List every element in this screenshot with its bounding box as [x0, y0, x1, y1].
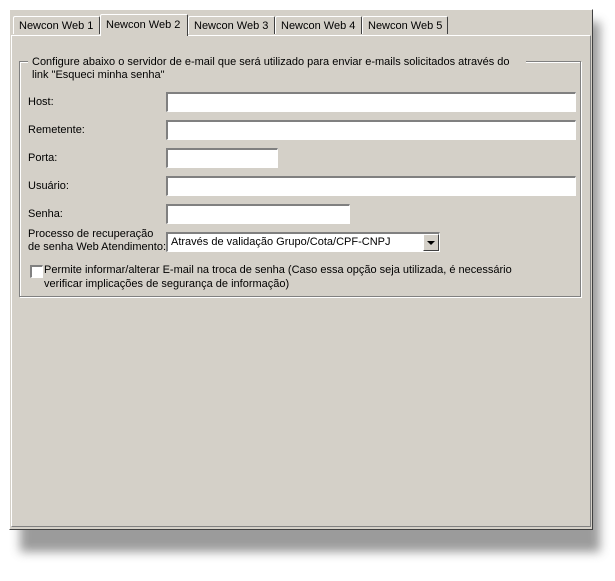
permite-checkbox[interactable]: [30, 265, 43, 278]
group-description: Configure abaixo o servidor de e-mail que será utilizado para enviar e-mails solicitados através do link "Esqueci minha senha": [28, 56, 526, 82]
senha-label: Senha:: [28, 208, 63, 220]
porta-input[interactable]: [166, 148, 278, 168]
processo-select[interactable]: [166, 232, 440, 252]
chevron-down-icon[interactable]: [423, 234, 439, 251]
email-config-group: [19, 56, 581, 297]
processo-selected-value: Através de validação Grupo/Cota/CPF-CNPJ: [171, 236, 391, 248]
tab-newcon-web-3[interactable]: Newcon Web 3: [188, 16, 275, 34]
host-label: Host:: [28, 96, 54, 108]
processo-label-line2: de senha Web Atendimento:: [28, 241, 167, 253]
senha-input[interactable]: [166, 204, 350, 224]
tab-newcon-web-2[interactable]: Newcon Web 2: [100, 14, 188, 36]
tab-newcon-web-1[interactable]: Newcon Web 1: [13, 16, 100, 34]
remetente-input[interactable]: [166, 120, 576, 140]
permite-label-line2: verificar implicações de segurança de informação): [44, 278, 290, 290]
processo-label-line1: Processo de recuperação: [28, 228, 154, 240]
remetente-label: Remetente:: [28, 124, 85, 136]
tab-newcon-web-4[interactable]: Newcon Web 4: [275, 16, 362, 34]
usuario-label: Usuário:: [28, 180, 69, 192]
settings-window: [9, 9, 593, 530]
tab-panel: [11, 35, 591, 527]
tab-newcon-web-5[interactable]: Newcon Web 5: [362, 16, 448, 34]
usuario-input[interactable]: [166, 176, 576, 196]
porta-label: Porta:: [28, 152, 58, 164]
host-input[interactable]: [166, 92, 576, 112]
permite-label-line1: Permite informar/alterar E-mail na troca de senha (Caso essa opção seja utilizada, é necessário: [44, 264, 512, 276]
